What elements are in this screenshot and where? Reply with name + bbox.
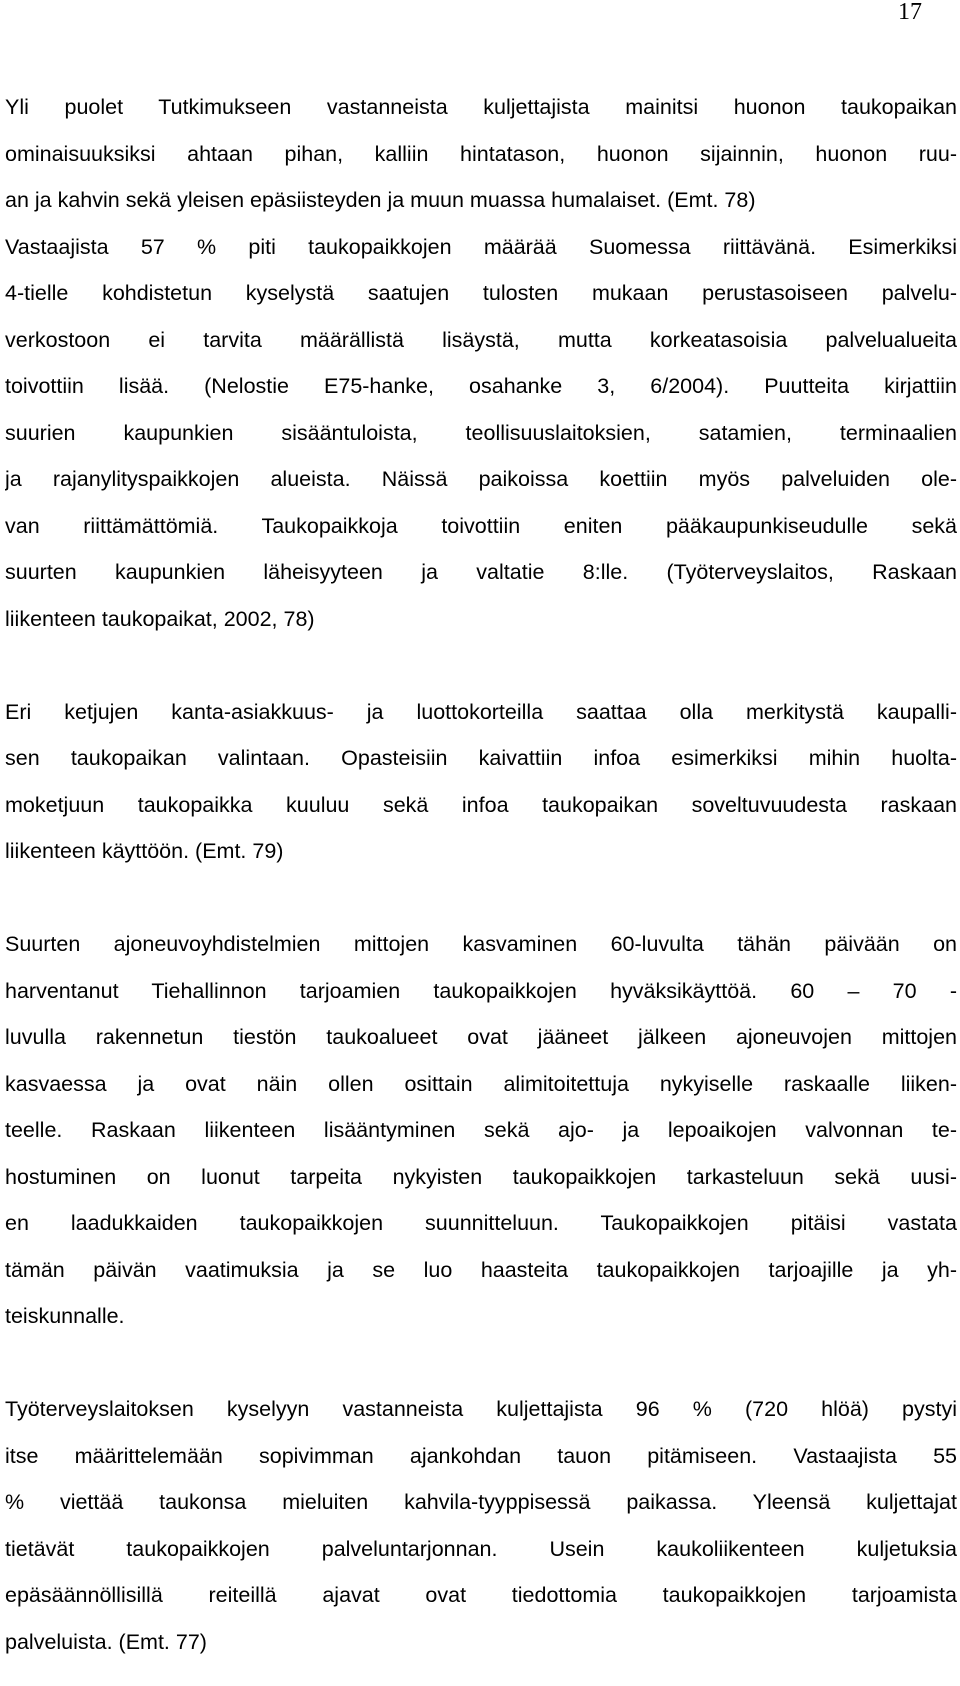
text-line: ja rajanylityspaikkojen alueista. Näissä paikoissa koettiin myös palveluiden ole- xyxy=(5,467,957,491)
text-line: tämän päivän vaatimuksia ja se luo haasteita taukopaikkojen tarjoajille ja yh- xyxy=(5,1257,957,1282)
text-line: tietävät taukopaikkojen palveluntarjonnan. Usein kaukoliikenteen kuljetuksia xyxy=(5,1536,957,1561)
text-line: palveluista. (Emt. 77) xyxy=(5,1629,207,1654)
text-line: van riittämättömiä. Taukopaikkoja toivottiin eniten pääkaupunkiseudulle sekä xyxy=(5,513,957,538)
paragraph-gap xyxy=(5,875,957,922)
text-line: 4-tielle kohdistetun kyselystä saatujen tulosten mukaan perustasoiseen palvelu- xyxy=(5,281,957,305)
text-line: suurten kaupunkien läheisyyteen ja valtatie 8:lle. (Työterveyslaitos, Raskaan xyxy=(5,560,957,584)
text-line: Eri ketjujen kanta-asiakkuus- ja luottokorteilla saattaa olla merkitystä kaupalli- xyxy=(5,699,957,724)
text-line: epäsäännöllisillä reiteillä ajavat ovat tiedottomia taukopaikkojen tarjoamista xyxy=(5,1583,957,1607)
text-line: moketjuun taukopaikka kuuluu sekä infoa taukopaikan soveltuvuudesta raskaan xyxy=(5,792,957,817)
paragraph xyxy=(5,921,957,1340)
page-number: 17 xyxy=(898,0,922,25)
text-line: sen taukopaikan valintaan. Opasteisiin kaivattiin infoa esimerkiksi mihin huolta- xyxy=(5,746,957,770)
text-line: liikenteen taukopaikat, 2002, 78) xyxy=(5,606,315,631)
paragraph xyxy=(5,1386,957,1665)
text-line: Yli puolet Tutkimukseen vastanneista kuljettajista mainitsi huonon taukopaikan xyxy=(5,95,957,119)
text-line: hostuminen on luonut tarpeita nykyisten taukopaikkojen tarkasteluun sekä uusi- xyxy=(5,1164,957,1189)
text-line: % viettää taukonsa mieluiten kahvila-tyyppisessä paikassa. Yleensä kuljettajat xyxy=(5,1490,957,1514)
text-line: harventanut Tiehallinnon tarjoamien taukopaikkojen hyväksikäyttöä. 60 – 70 - xyxy=(5,978,957,1003)
text-line: liikenteen käyttöön. (Emt. 79) xyxy=(5,839,284,863)
text-line: ominaisuuksiksi ahtaan pihan, kalliin hintatason, huonon sijainnin, huonon ruu- xyxy=(5,141,957,166)
text-line: teiskunnalle. xyxy=(5,1304,125,1328)
text-line: toivottiin lisää. (Nelostie E75-hanke, osahanke 3, 6/2004). Puutteita kirjattiin xyxy=(5,374,957,398)
text-line: verkostoon ei tarvita määrällistä lisäystä, mutta korkeatasoisia palvelualueita xyxy=(5,327,957,352)
paragraph-gap xyxy=(5,1340,957,1387)
text-line: suurien kaupunkien sisääntuloista, teollisuuslaitoksien, satamien, terminaalien xyxy=(5,420,957,445)
text-line: Vastaajista 57 % piti taukopaikkojen määrää Suomessa riittävänä. Esimerkiksi xyxy=(5,234,957,259)
paragraph xyxy=(5,84,957,642)
text-line: Suurten ajoneuvoyhdistelmien mittojen kasvaminen 60-luvulta tähän päivään on xyxy=(5,932,957,956)
text-line: Työterveyslaitoksen kyselyyn vastanneista kuljettajista 96 % (720 hlöä) pystyi xyxy=(5,1397,957,1421)
text-line: an ja kahvin sekä yleisen epäsiisteyden ja muun muassa humalaiset. (Emt. 78) xyxy=(5,188,756,212)
text-line: teelle. Raskaan liikenteen lisääntyminen sekä ajo- ja lepoaikojen valvonnan te- xyxy=(5,1118,957,1142)
body-text xyxy=(5,84,957,1665)
text-line: en laadukkaiden taukopaikkojen suunnitteluun. Taukopaikkojen pitäisi vastata xyxy=(5,1211,957,1235)
paragraph xyxy=(5,689,957,875)
text-line: luvulla rakennetun tiestön taukoalueet ovat jääneet jälkeen ajoneuvojen mittojen xyxy=(5,1025,957,1049)
text-line: itse määrittelemään sopivimman ajankohdan tauon pitämiseen. Vastaajista 55 xyxy=(5,1443,957,1468)
paragraph-gap xyxy=(5,642,957,689)
text-line: kasvaessa ja ovat näin ollen osittain alimitoitettuja nykyiselle raskaalle liiken- xyxy=(5,1071,957,1096)
